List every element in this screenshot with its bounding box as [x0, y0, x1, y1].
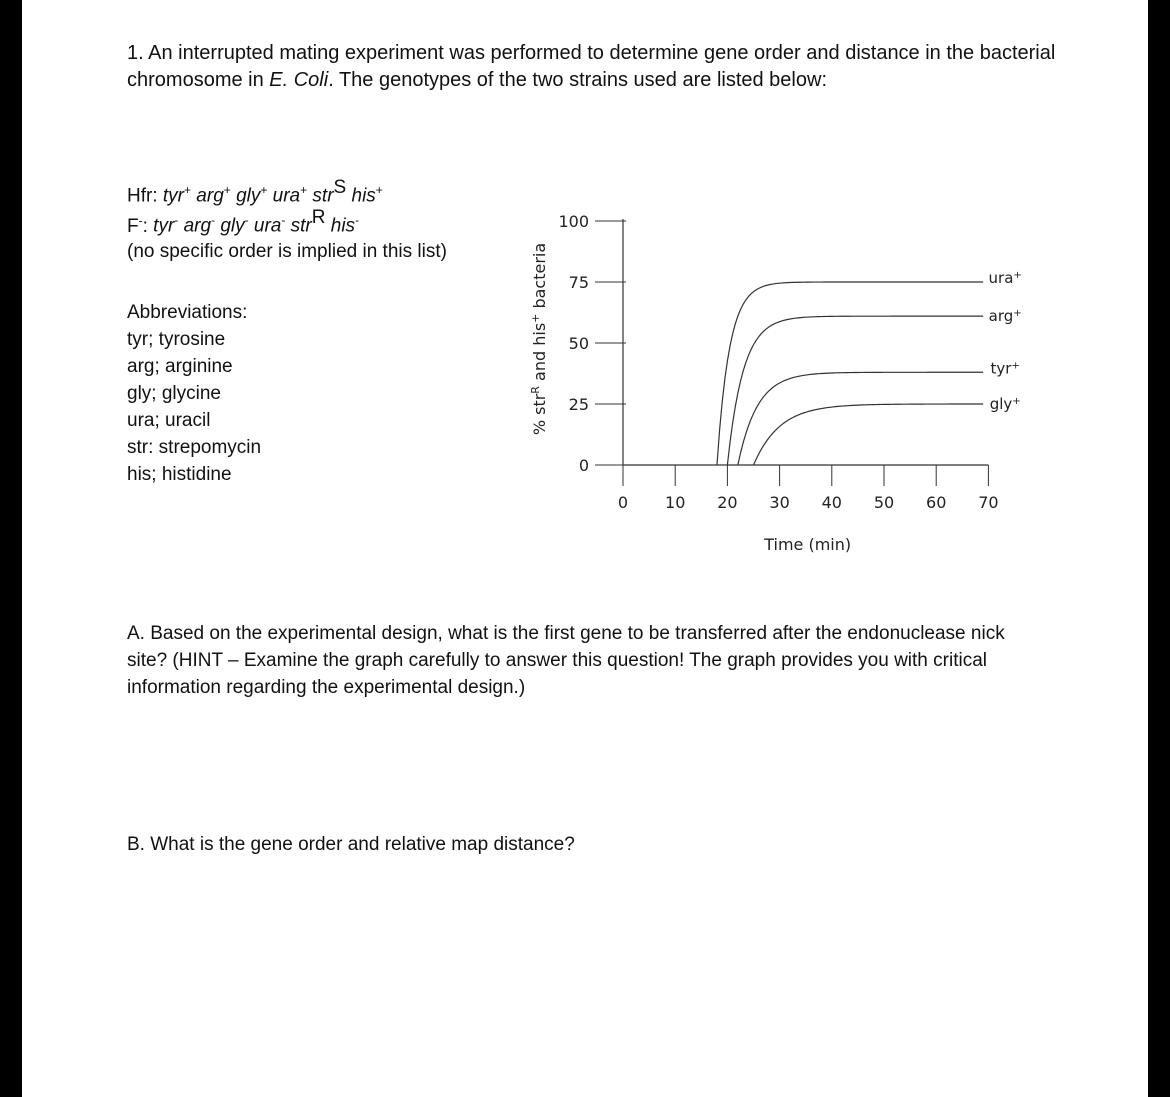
- x-tick-label: 50: [873, 493, 895, 512]
- fminus-allele: R: [311, 207, 326, 229]
- fminus-allele: -: [281, 213, 286, 228]
- fminus-gene: str: [290, 215, 312, 237]
- series-label-gly: gly+: [989, 395, 1021, 413]
- fminus-genotype: [127, 208, 507, 238]
- fminus-allele: -: [211, 213, 216, 228]
- part-b-question: B. What is the gene order and relative map distance?: [127, 834, 575, 855]
- series-label-tyr: tyr+: [990, 359, 1020, 378]
- abbreviation-item: str: strepomycin: [127, 437, 262, 458]
- fminus-gene: his: [330, 215, 356, 237]
- x-tick-label: 40: [821, 493, 842, 512]
- hfr-allele: +: [260, 183, 268, 197]
- abbreviations: [127, 299, 487, 488]
- y-axis-label: % str$^R$ and his+ bacteria: [528, 242, 549, 436]
- organism-name: E. Coli: [269, 69, 329, 91]
- hfr-allele: +: [300, 183, 308, 197]
- fminus-gene: ura: [253, 215, 282, 237]
- hfr-gene: ura: [272, 185, 301, 207]
- hfr-gene: his: [351, 185, 376, 207]
- y-tick-label: 75: [568, 273, 589, 292]
- abbreviation-item: gly; glycine: [127, 383, 221, 404]
- fminus-gene: gly: [220, 215, 245, 237]
- series-label-ura: ura+: [988, 269, 1022, 287]
- y-tick-label: 50: [568, 334, 589, 353]
- order-note: (no specific order is implied in this list): [127, 240, 447, 262]
- x-tick-label: 60: [926, 493, 947, 512]
- abbreviation-item: arg; arginine: [127, 356, 233, 377]
- question-text: An interrupted mating experiment was performed to determine gene order and distance in the bacterial chromosome in: [127, 42, 1056, 91]
- series-line-tyr: [738, 372, 983, 465]
- right-border: [1148, 0, 1170, 1097]
- left-border: [0, 0, 22, 1097]
- hfr-allele: +: [223, 183, 231, 197]
- abbreviations-heading: Abbreviations:: [127, 302, 248, 323]
- hfr-label: Hfr:: [127, 185, 163, 207]
- hfr-genotype: [127, 178, 507, 208]
- question-text-end: . The genotypes of the two strains used are listed below:: [328, 69, 827, 91]
- question-title: [127, 40, 1057, 94]
- x-tick-label: 20: [717, 493, 738, 512]
- hfr-gene: arg: [196, 185, 224, 207]
- series-line-ura: [717, 282, 983, 465]
- y-tick-label: 100: [558, 212, 589, 231]
- question-number: 1.: [127, 42, 144, 64]
- fminus-label: F-:: [127, 213, 154, 237]
- genotypes: [127, 178, 507, 264]
- hfr-allele: S: [333, 176, 347, 198]
- hfr-gene: gly: [236, 185, 261, 207]
- x-axis-label: Time (min): [764, 535, 852, 554]
- abbreviation-item: his; histidine: [127, 464, 232, 485]
- fminus-allele: -: [244, 213, 249, 228]
- y-tick-label: 25: [568, 395, 589, 414]
- x-tick-label: 70: [978, 493, 999, 512]
- fminus-allele: -: [355, 213, 360, 228]
- series-line-gly: [754, 404, 984, 465]
- series-label-arg: arg+: [988, 307, 1022, 326]
- hfr-gene: str: [312, 185, 334, 207]
- abbreviation-item: ura; uracil: [127, 410, 211, 431]
- y-tick-label: 0: [578, 456, 589, 475]
- mating-chart: [520, 200, 1020, 570]
- fminus-gene: arg: [183, 215, 212, 237]
- x-tick-label: 10: [665, 493, 686, 512]
- hfr-gene: tyr: [162, 185, 184, 207]
- part-a-question: A. Based on the experimental design, what is the first gene to be transferred after the endonuclease nick site? (HINT – Examine the graph carefully to answer this question! The graph provides you with critical information regarding the experimental design.): [127, 623, 1005, 698]
- x-tick-label: 30: [769, 493, 790, 512]
- fminus-allele: -: [174, 213, 179, 228]
- abbreviation-item: tyr; tyrosine: [127, 329, 226, 350]
- fminus-gene: tyr: [153, 215, 175, 237]
- x-tick-label: 0: [617, 493, 629, 512]
- hfr-allele: +: [184, 183, 192, 197]
- hfr-allele: +: [375, 183, 383, 197]
